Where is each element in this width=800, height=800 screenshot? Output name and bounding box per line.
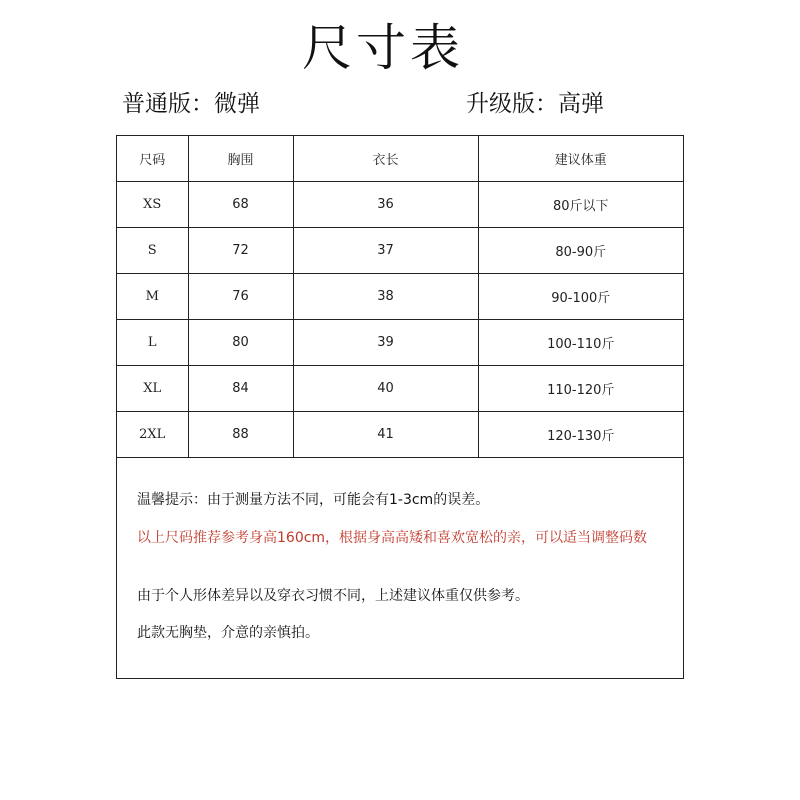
cell-weight: 80斤以下	[478, 182, 683, 228]
table-header-row	[117, 136, 683, 182]
header-weight: 建议体重	[478, 136, 683, 182]
cell-chest: 76	[188, 274, 293, 320]
table-row	[117, 182, 683, 228]
cell-chest: 80	[188, 320, 293, 366]
cell-size: XS	[117, 182, 188, 228]
cell-weight: 110-120斤	[478, 366, 683, 412]
table-row	[117, 320, 683, 366]
header-length: 衣长	[293, 136, 478, 182]
cell-weight: 120-130斤	[478, 412, 683, 458]
cell-size: 2XL	[117, 412, 188, 458]
cell-length: 39	[293, 320, 478, 366]
cell-size: M	[117, 274, 188, 320]
cell-size: XL	[117, 366, 188, 412]
page-title: 尺寸表	[302, 19, 464, 77]
cell-chest: 88	[188, 412, 293, 458]
cell-weight: 80-90斤	[478, 228, 683, 274]
table-row	[117, 412, 683, 458]
cell-length: 37	[293, 228, 478, 274]
cell-weight: 100-110斤	[478, 320, 683, 366]
cell-length: 41	[293, 412, 478, 458]
note-no-chest-pad: 此款无胸垫，介意的亲慎拍。	[137, 625, 319, 641]
cell-chest: 68	[188, 182, 293, 228]
header-chest: 胸围	[188, 136, 293, 182]
table-row	[117, 366, 683, 412]
cell-weight: 90-100斤	[478, 274, 683, 320]
table-row	[117, 228, 683, 274]
note-weight-disclaimer: 由于个人形体差异以及穿衣习惯不同，上述建议体重仅供参考。	[137, 588, 529, 604]
size-chart-frame	[116, 135, 684, 679]
note-measurement-error: 温馨提示：由于测量方法不同，可能会有1-3cm的误差。	[137, 492, 490, 508]
header-size: 尺码	[117, 136, 188, 182]
cell-chest: 72	[188, 228, 293, 274]
cell-length: 40	[293, 366, 478, 412]
cell-chest: 84	[188, 366, 293, 412]
cell-size: S	[117, 228, 188, 274]
table-row	[117, 274, 683, 320]
edition-upgraded: 升级版：高弹	[466, 91, 604, 117]
size-table	[117, 136, 683, 458]
note-height-recommendation: 以上尺码推荐参考身高160cm，根据身高高矮和喜欢宽松的亲，可以适当调整码数	[137, 530, 648, 546]
cell-size: L	[117, 320, 188, 366]
cell-length: 38	[293, 274, 478, 320]
edition-standard: 普通版：微弹	[122, 91, 260, 117]
cell-length: 36	[293, 182, 478, 228]
